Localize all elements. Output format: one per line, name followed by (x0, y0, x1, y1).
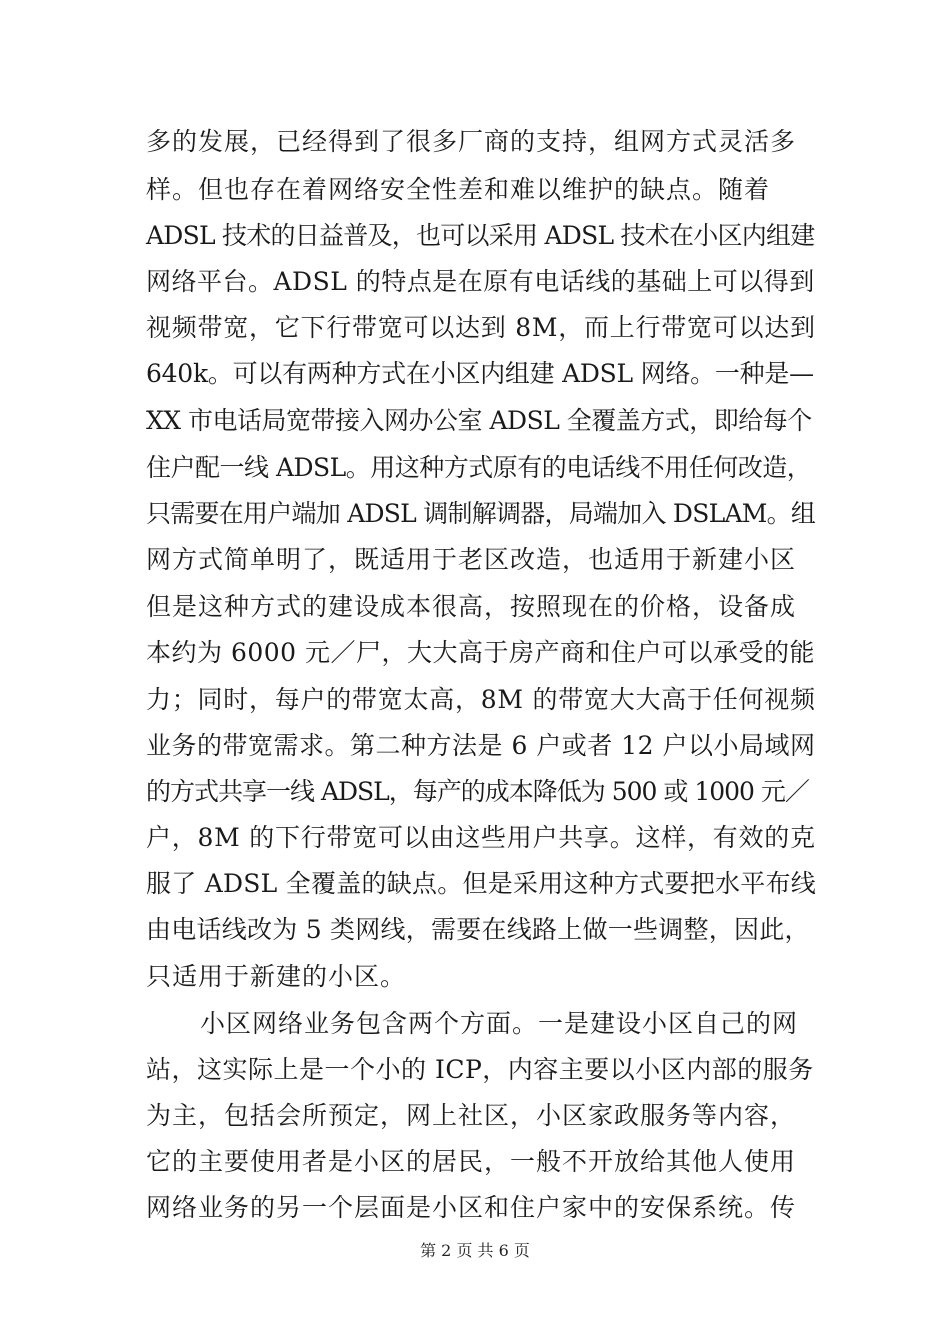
body-text-line: 网络平台。ADSL 的特点是在原有电话线的基础上可以得到 (146, 267, 815, 296)
body-text-line: ADSL 技术的日益普及，也可以采用 ADSL 技术在小区内组建 (146, 221, 815, 250)
body-text-line: 视频带宽，它下行带宽可以达到 8M，而上行带宽可以达到 (146, 313, 816, 342)
body-text-line: 力；同时，每户的带宽太高，8M 的带宽大大高于任何视频 (146, 685, 816, 714)
body-text-line: 只适用于新建的小区。 (146, 962, 407, 991)
paragraph-first-line: 小区网络业务包含两个方面。一是建设小区自己的网 (200, 1009, 799, 1038)
body-text-line: 网络业务的另一个层面是小区和住户家中的安保系统。传 (146, 1193, 797, 1222)
body-text-line: 服了 ADSL 全覆盖的缺点。但是采用这种方式要把水平布线 (146, 869, 816, 898)
body-text-line: 它的主要使用者是小区的居民，一般不开放给其他人使用 (146, 1147, 797, 1176)
body-text-line: 业务的带宽需求。第二种方法是 6 户或者 12 户以小局域网 (146, 731, 816, 760)
body-text-line: 站，这实际上是一个小的 ICP，内容主要以小区内部的服务 (146, 1055, 814, 1084)
body-text-line: 但是这种方式的建设成本很高，按照现在的价格，设备成 (146, 592, 797, 621)
body-text-line: 本约为 6000 元／尸，大大高于房产商和住户可以承受的能 (146, 638, 816, 667)
body-text-line: 由电话线改为 5 类网线，需要在线路上做一些调整，因此， (146, 915, 810, 944)
body-text-line: 网方式简单明了，既适用于老区改造，也适用于新建小区 (146, 545, 797, 574)
body-text-line: XX 市电话局宽带接入网办公室 ADSL 全覆盖方式，即给每个 (146, 406, 812, 435)
body-text-line: 住户配一线 ADSL。用这种方式原有的电话线不用任何改造， (146, 453, 812, 482)
body-text-line: 只需要在用户端加 ADSL 调制解调器，局端加入 DSLAM。组 (146, 499, 816, 528)
body-text-line: 640k。可以有两种方式在小区内组建 ADSL 网络。一种是— (146, 359, 814, 388)
body-text-line: 样。但也存在着网络安全性差和难以维护的缺点。随着 (146, 175, 771, 204)
body-text-line: 为主，包括会所预定，网上社区，小区家政服务等内容， (146, 1101, 797, 1130)
body-text-line: 户，8M 的下行带宽可以由这些用户共享。这样，有效的克 (146, 823, 816, 852)
body-text-line: 多的发展，已经得到了很多厂商的支持，组网方式灵活多 (146, 127, 797, 156)
page-number-footer: 第 2 页 共 6 页 (420, 1241, 530, 1260)
body-text-line: 的方式共享一线 ADSL，每产的成本降低为 500 或 1000 元／ (146, 777, 809, 806)
